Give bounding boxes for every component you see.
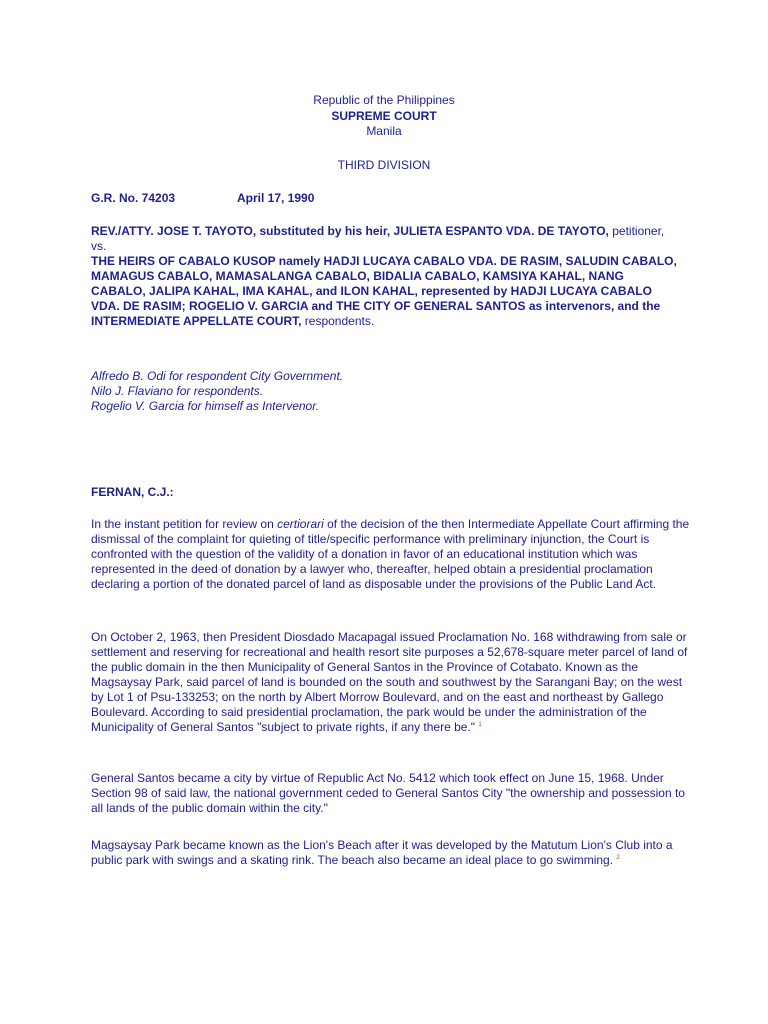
case-number: G.R. No. 74203 bbox=[91, 191, 176, 205]
petitioner-name: REV./ATTY. JOSE T. TAYOTO, substituted by his heir, JULIETA ESPANTO VDA. DE TAYOTO, bbox=[91, 224, 609, 238]
body-paragraph bbox=[91, 630, 691, 735]
paragraph-text: of the decision of the then Intermediate Appellate Court affirming the dismissal of the complaint for quieting of title/specific performance with preliminary injunction, the Court is confronted with the question of the validity of a donation in favor of an educational institution which was represented in the deed of donation by a lawyer who, thereafter, helped obtain a presidential proclamation declaring a portion of the donated parcel of land as disposable under the provisions of the Public Land Act. bbox=[91, 517, 690, 591]
body-paragraph bbox=[91, 517, 691, 592]
republic-line: Republic of the Philippines bbox=[313, 93, 455, 107]
footnote-link[interactable]: 1 bbox=[478, 722, 482, 728]
court-city: Manila bbox=[366, 124, 402, 138]
decision-date: April 17, 1990 bbox=[237, 191, 315, 205]
respondents-names: THE HEIRS OF CABALO KUSOP namely HADJI LUCAYA CABALO VDA. DE RASIM, SALUDIN CABALO, MAMAGUS CABALO, MAMASALANGA CABALO, BIDALIA CABALO, KAMSIYA KAHAL, NANG CABALO, JALIPA KAHAL, IMA KAHAL, and ILON KAHAL, represented by HADJI LUCAYA CABALO VDA. DE RASIM; ROGELIO V. GARCIA and THE CITY OF GENERAL SANTOS as intervenors, and the INTERMEDIATE APPELLATE COURT, bbox=[91, 254, 677, 328]
paragraph-text: In the instant petition for review on bbox=[91, 517, 278, 531]
body-paragraph bbox=[91, 838, 691, 868]
paragraph-text: General Santos became a city by virtue of Republic Act No. 5412 which took effect on June 15, 1968. Under Section 98 of said law, the national government ceded to General Santos City "the ownership and possession to all lands of the public domain within the city." bbox=[91, 771, 685, 815]
petitioner-role: petitioner, bbox=[608, 224, 665, 238]
counsel-line: Nilo J. Flaviano for respondents. bbox=[91, 384, 264, 398]
italic-term: certiorari bbox=[277, 517, 324, 531]
ponente: FERNAN, C.J.: bbox=[91, 485, 174, 499]
footnote-link[interactable]: 2 bbox=[616, 855, 620, 861]
division-title: THIRD DIVISION bbox=[337, 158, 431, 172]
versus: vs. bbox=[91, 239, 107, 253]
document-header bbox=[0, 93, 768, 140]
case-parties bbox=[91, 224, 681, 329]
counsel-list bbox=[91, 369, 343, 414]
paragraph-text: On October 2, 1963, then President Diosdado Macapagal issued Proclamation No. 168 withdrawing from sale or settlement and reserving for recreational and health resort site purposes a 52,678-square meter parcel of land of the public domain in the then Municipality of General Santos in the Province of Cotabato. Known as the Magsaysay Park, said parcel of land is bounded on the south and southwest by the Sarangani Bay; on the west by Lot 1 of Psu-133253; on the north by Albert Morrow Boulevard, and on the east and northeast by Gallego Boulevard. According to said presidential proclamation, the park would be under the administration of the Municipality of General Santos "subject to private rights, if any there be." bbox=[91, 630, 688, 734]
counsel-line: Rogelio V. Garcia for himself as Intervenor. bbox=[91, 399, 320, 413]
court-name: SUPREME COURT bbox=[331, 108, 437, 123]
body-paragraph bbox=[91, 771, 691, 816]
respondents-role: respondents. bbox=[301, 314, 375, 328]
docket-line bbox=[91, 191, 315, 206]
paragraph-text: Magsaysay Park became known as the Lion's Beach after it was developed by the Matutum Lion's Club into a public park with swings and a skating rink. The beach also became an ideal place to go swimming. bbox=[91, 838, 673, 867]
counsel-line: Alfredo B. Odi for respondent City Government. bbox=[91, 369, 344, 383]
